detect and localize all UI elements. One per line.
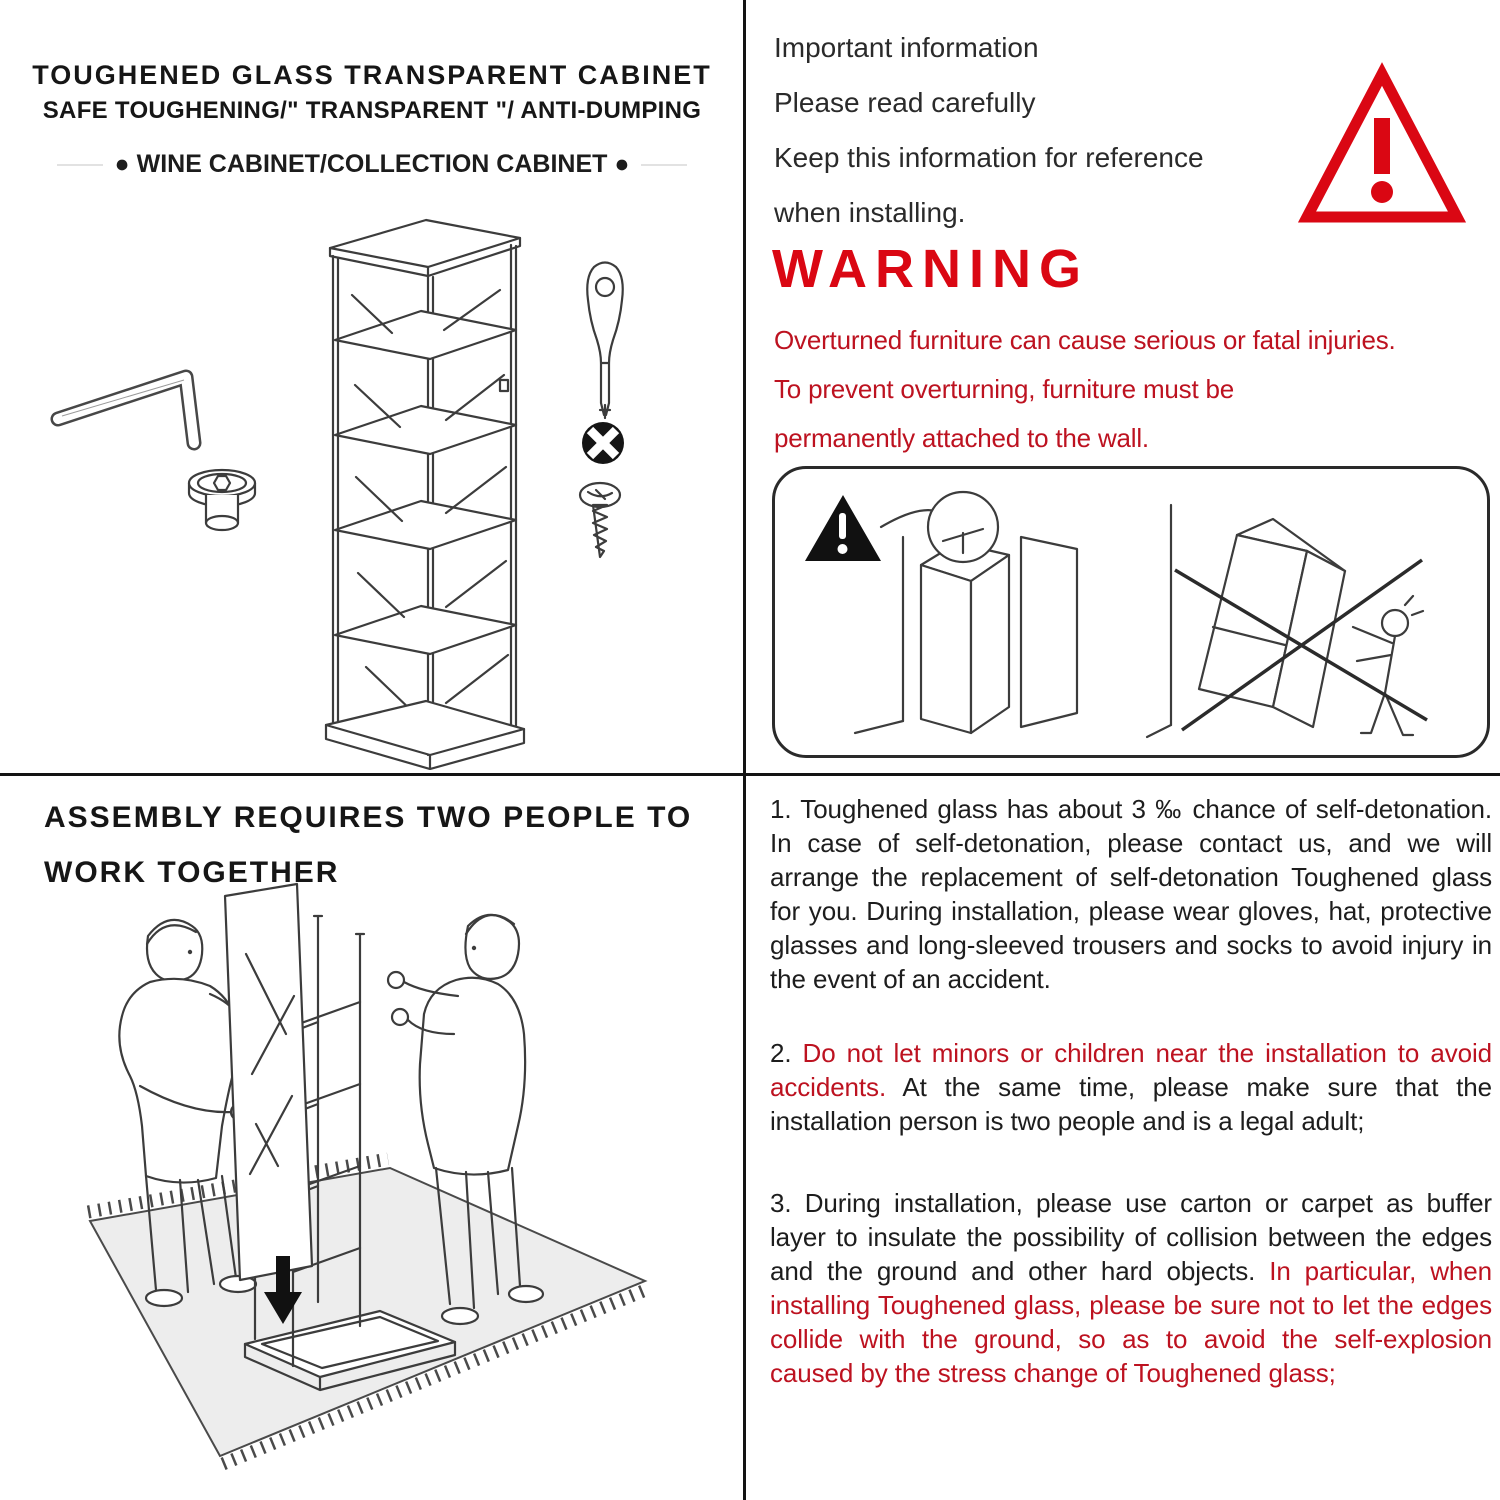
glass-panel <box>225 884 312 1280</box>
note-2-rest: At the same time, please make sure that the installation person is two people and is a legal adult; <box>770 1072 1492 1136</box>
black-alert-triangle-icon <box>805 495 881 561</box>
barrel-nut-icon <box>189 470 255 530</box>
warning-title: WARNING <box>772 239 1089 299</box>
warning-line: To prevent overturning, furniture must be <box>774 374 1235 404</box>
tipping-cabinet-icon <box>1127 475 1472 747</box>
warning-line: permanently attached to the wall. <box>774 423 1149 453</box>
assembly-heading-line: ASSEMBLY REQUIRES TWO PEOPLE TO <box>44 801 693 834</box>
safety-note-1: 1. Toughened glass has about 3 ‰ chance of self-detonation. In case of self-detonation, please contact us, and we will arrange the replacement of self-detonation Toughened glass for you. During installation, please wear gloves, hat, protective glasses and long-sleeved trousers and socks to avoid injury in the event of an accident. <box>770 794 1492 994</box>
two-person-assembly-icon <box>50 874 740 1492</box>
info-lines <box>774 20 1204 240</box>
product-tagline <box>0 150 744 179</box>
info-line: Please read carefully <box>774 87 1036 118</box>
page-title: TOUGHENED GLASS TRANSPARENT CABINET <box>32 60 712 90</box>
safety-note-2 <box>770 1036 1492 1138</box>
phillips-head-icon <box>582 422 624 464</box>
info-line: when installing. <box>774 197 966 228</box>
red-alert-triangle-icon <box>1298 62 1466 230</box>
note-2-warning: Do not let minors or children near the installation to avoid accidents. <box>770 1038 1492 1102</box>
section-product-overview <box>0 0 744 773</box>
tagline-rule-right <box>641 164 687 166</box>
person-figure <box>1353 596 1423 735</box>
note-2-number: 2. <box>770 1038 803 1068</box>
anti-tip-illustration-box <box>772 466 1490 758</box>
rug <box>88 1159 648 1464</box>
warning-line: Overturned furniture can cause serious or fatal injuries. <box>774 325 1396 355</box>
warning-lines <box>774 316 1396 463</box>
tagline-rule-left <box>57 164 103 166</box>
page-subtitle: SAFE TOUGHENING/" TRANSPARENT "/ ANTI-DUMPING <box>42 97 702 124</box>
section-important-information <box>746 0 1500 773</box>
display-cabinet-icon <box>326 220 524 769</box>
screwdriver-icon <box>587 263 623 419</box>
note-3-warning: In particular, when installing Toughened glass, please be sure not to let the edges collide with the ground, so as to avoid the self-explosion caused by the stress change of Toughened glass; <box>770 1256 1492 1388</box>
allen-key-icon <box>58 377 194 443</box>
info-line: Keep this information for reference <box>774 142 1204 173</box>
assembly-parts-illustration <box>0 205 744 770</box>
info-line: Important information <box>774 32 1039 63</box>
screw-icon <box>580 483 620 557</box>
assembly-heading-line: WORK TOGETHER <box>44 856 340 889</box>
wall-anchored-cabinet-icon <box>785 475 1115 747</box>
note-3-body: 3. During installation, please use carton or carpet as buffer layer to insulate the possibility of collision between the edges and the ground and other hard objects. <box>770 1188 1492 1286</box>
safety-note-3 <box>770 1186 1492 1390</box>
section-safety-notes <box>748 776 1500 1500</box>
section-two-person-assembly <box>0 776 744 1500</box>
tagline-text: ● WINE CABINET/COLLECTION CABINET ● <box>114 150 630 178</box>
